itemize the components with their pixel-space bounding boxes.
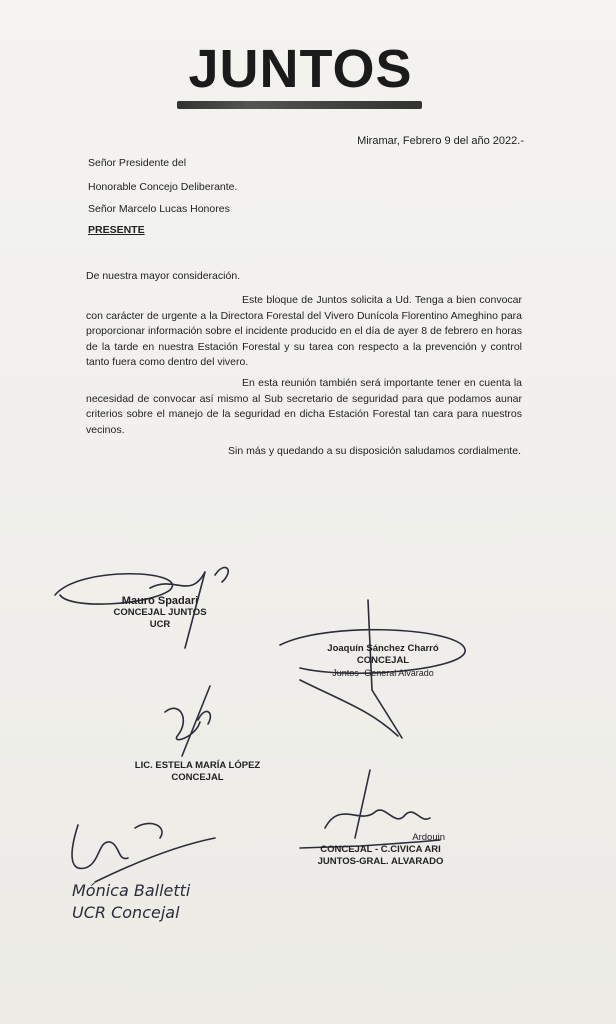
letter-date: Miramar, Febrero 9 del año 2022.- (357, 135, 524, 147)
paragraph-1-text: Este bloque de Juntos solicita a Ud. Tenga a bien convocar con carácter de urgente a la Directora Forestal del Vivero Dunícola Florentino Ameghino para proporcionar información sobre el incidente producido en el día de ayer 8 de febrero en horas de la tarde en nuestra Estación Forestal y su tarea con respecto a la prevención y control tanto fuera como dentro del vivero. (86, 294, 522, 368)
signature-lopez-scribble (165, 686, 210, 756)
signature-sanchez-role: CONCEJAL (356, 655, 410, 666)
addressee-line-2: Honorable Concejo Deliberante. (88, 181, 238, 193)
signature-sanchez-name: Joaquín Sánchez Charró (327, 643, 439, 654)
greeting: De nuestra mayor consideración. (86, 270, 241, 282)
signature-lopez-role: CONCEJAL (171, 772, 224, 783)
closing: Sin más y quedando a su disposición saludamos cordialmente. (227, 445, 521, 457)
signature-balletti-scribble (72, 823, 215, 882)
signature-ardouin (308, 832, 453, 868)
signature-lopez-name: LIC. ESTELA MARÍA LÓPEZ (134, 760, 261, 771)
signature-lopez (125, 760, 270, 784)
signature-ardouin-role: CONCEJAL - C.CIVICA ARI (320, 844, 441, 855)
signature-spadari-name: Mauro Spadari (121, 595, 199, 607)
paragraph-2-text: En esta reunión también será importante tener en cuenta la necesidad de convocar así mismo al Sub secretario de seguridad para que podamos aunar criterios sobre el manejo de la seguridad en dicha Estación Forestal tan cara para nuestros vecinos. (86, 377, 522, 436)
signature-balletti-role: UCR Concejal (72, 903, 180, 922)
addressee-line-1: Señor Presidente del (88, 157, 187, 169)
signature-ardouin-party: JUNTOS-GRAL. ALVARADO (317, 856, 444, 867)
signature-spadari (100, 595, 220, 631)
signature-sanchez (308, 643, 458, 679)
signature-ardouin-name: Ardouin (412, 832, 445, 843)
signature-sanchez-party: Juntos- General Alvarado (332, 668, 434, 678)
signature-spadari-role: CONCEJAL JUNTOS (113, 607, 207, 618)
addressee-presente: PRESENTE (88, 224, 145, 236)
juntos-logo: JUNTOS (188, 39, 413, 99)
signature-balletti-name: Mónica Balletti (72, 881, 191, 900)
addressee-line-3: Señor Marcelo Lucas Honores (88, 203, 230, 215)
signature-spadari-party: UCR (149, 619, 171, 630)
signature-balletti (72, 880, 190, 924)
